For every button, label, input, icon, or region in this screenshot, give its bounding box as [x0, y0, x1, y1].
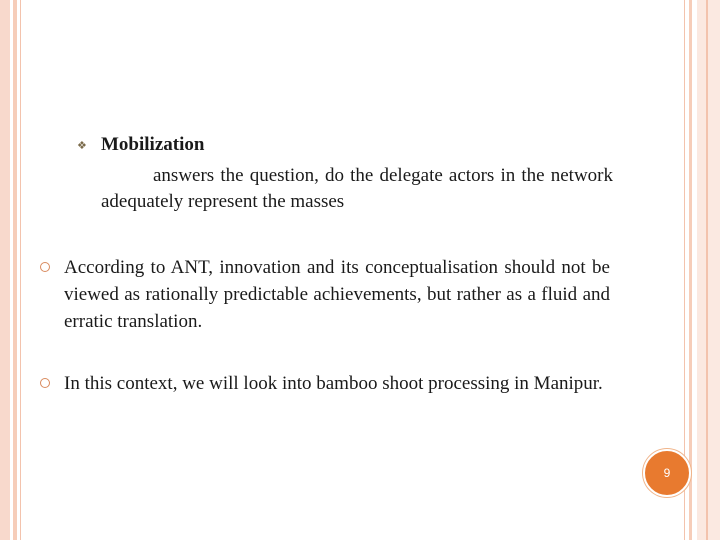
right-border-stripe: [689, 0, 692, 540]
right-border-band: [697, 0, 720, 540]
diamond-bullet-icon: ❖: [77, 140, 87, 152]
mobilization-text: answers the question, do the delegate actors in the network adequately represent the masses: [101, 165, 613, 212]
circle-bullet-icon: [40, 378, 50, 388]
page-number-badge: [643, 449, 691, 497]
right-border-band-edge: [706, 0, 708, 540]
bullet-point-ant: According to ANT, innovation and its conceptualisation should not be viewed as rationally predictable achievements, but rather as a fluid and erratic translation.: [64, 257, 610, 332]
left-border-line: [20, 0, 21, 540]
circle-bullet-icon: [40, 262, 50, 272]
mobilization-title: Mobilization: [101, 134, 205, 155]
left-border-stripe: [13, 0, 17, 540]
left-border-decoration: [0, 0, 10, 540]
bullet-point-context: In this context, we will look into bamboo shoot processing in Manipur.: [64, 373, 603, 394]
page-number: 9: [663, 466, 671, 480]
